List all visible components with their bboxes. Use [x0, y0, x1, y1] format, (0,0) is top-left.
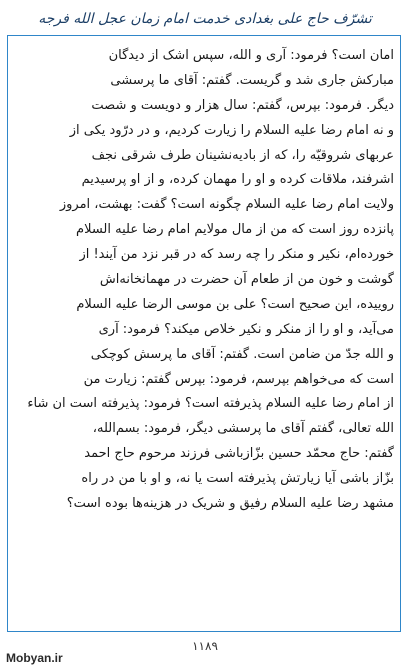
text-line: بزّاز باشی آیا زیارتش پذیرفته است یا نه، و او با من در راه — [81, 471, 394, 487]
text-line: دیگر. فرمود: بپرس، گفتم: سال هزار و دویست و شصت — [91, 97, 394, 113]
text-line: گفتم: حاج محمّد حسین بزّازباشی فرزند مرحوم حاج احمد — [84, 446, 394, 462]
text-line: اشرفند، ملاقات کرده و او را مهمان کرده، و از او پرسیدیم — [81, 172, 394, 188]
text-line: خورده‌ام، نکیر و منکر را چه رسد که در قبر نزد من آیند! از — [79, 247, 394, 263]
text-line: و نه امام رضا عليه السلام را زیارت کردیم، و در درّود یکی از — [69, 122, 394, 138]
text-line: و الله جدّ من ضامن است. گفتم: آقای ما پرسش کوچکی — [90, 346, 394, 362]
text-line: می‌آید، و او را از منکر و نکیر خلاص میکند؟ فرمود: آری — [98, 321, 394, 337]
text-line: مبارکش جاری شد و گریست. گفتم: آقای ما پرسشی — [110, 72, 394, 88]
text-line: است که می‌خواهم بپرسم، فرمود: بپرس گفتم: زیارت من — [83, 371, 394, 387]
body-text — [16, 44, 394, 629]
text-line: از امام رضا عليه السلام پذیرفته است؟ فرمود: پذیرفته است ان شاء — [27, 396, 394, 412]
text-line: ولایت امام رضا عليه السلام چگونه است؟ گفت: بهشت، امروز — [59, 197, 394, 213]
site-watermark: Mobyan.ir — [6, 651, 63, 665]
text-line: پانزده روز است که من از مال مولایم امام رضا عليه السلام — [76, 222, 394, 238]
text-line: عربهای شروقیّه را، که از بادیه‌نشینان طرف شرقی نجف — [91, 147, 394, 163]
page-number: ۱۱۸۹ — [192, 639, 218, 653]
page-header-title: تشرّف حاج علی بغدادی خدمت امام زمان عجل الله فرجه — [38, 11, 372, 27]
text-line: الله تعالی، گفتم آقای ما پرسشی دیگر، فرمود: بسم‌الله، — [92, 421, 394, 437]
text-line: امان است؟ فرمود: آری و الله، سپس اشک از دیدگان — [108, 48, 394, 63]
text-line: روییده، این صحیح است؟ علی بن موسی الرضا عليه السلام — [76, 296, 394, 312]
text-line: مشهد رضا عليه السلام رفیق و شریک در هزینه‌ها بوده است؟ — [66, 496, 394, 512]
text-line: گوشت و خون من از طعام آن حضرت در مهمانخانه‌اش — [99, 272, 394, 288]
